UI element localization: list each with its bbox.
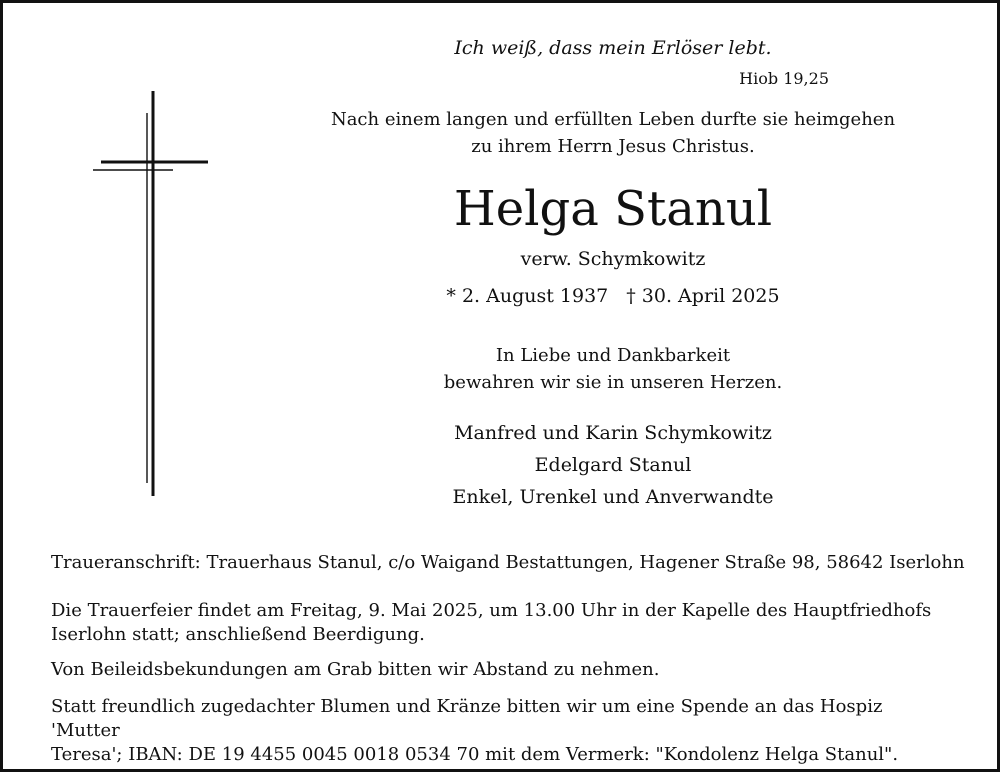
death-date: † 30. April 2025 xyxy=(626,285,780,307)
mourner-name: Manfred und Karin Schymkowitz xyxy=(454,422,772,444)
funeral-line: Die Trauerfeier findet am Freitag, 9. Mai 2025, um 13.00 Uhr in der Kapelle des Hauptfriedhofs xyxy=(51,600,932,621)
deceased-name: Helga Stanul xyxy=(453,181,773,237)
verse-reference: Hiob 19,25 xyxy=(739,69,829,88)
mourning-address: Traueranschrift: Trauerhaus Stanul, c/o Waigand Bestattungen, Hagener Straße 98, 58642 Iserlohn xyxy=(51,552,965,573)
donation-line: Teresa'; IBAN: DE 19 4455 0045 0018 0534 70 mit dem Vermerk: "Kondolenz Helga Stanul". xyxy=(51,744,899,765)
former-name: verw. Schymkowitz xyxy=(520,248,706,270)
condolence-note: Von Beileidsbekundungen am Grab bitten wir Abstand zu nehmen. xyxy=(51,659,660,680)
intro-line: Nach einem langen und erfüllten Leben durfte sie heimgehen xyxy=(330,109,896,130)
bible-verse: Ich weiß, dass mein Erlöser lebt. xyxy=(454,37,772,59)
remembrance-line: In Liebe und Dankbarkeit xyxy=(495,345,731,366)
cross-icon xyxy=(91,91,211,496)
mourners-list xyxy=(303,417,923,513)
life-dates xyxy=(303,285,923,307)
remembrance-line: bewahren wir sie in unseren Herzen. xyxy=(443,372,783,393)
donation-info xyxy=(51,695,956,767)
funeral-line: Iserlohn statt; anschließend Beerdigung. xyxy=(51,624,425,645)
mourner-name: Edelgard Stanul xyxy=(534,454,692,476)
intro-line: zu ihrem Herrn Jesus Christus. xyxy=(471,136,755,157)
remembrance-text xyxy=(303,342,923,396)
mourner-name: Enkel, Urenkel und Anverwandte xyxy=(452,486,774,508)
intro-text xyxy=(303,106,923,160)
funeral-info xyxy=(51,599,956,647)
donation-line: Statt freundlich zugedachter Blumen und Kränze bitten wir um eine Spende an das Hospiz 'Mutter xyxy=(51,696,883,741)
birth-date: * 2. August 1937 xyxy=(446,285,609,307)
